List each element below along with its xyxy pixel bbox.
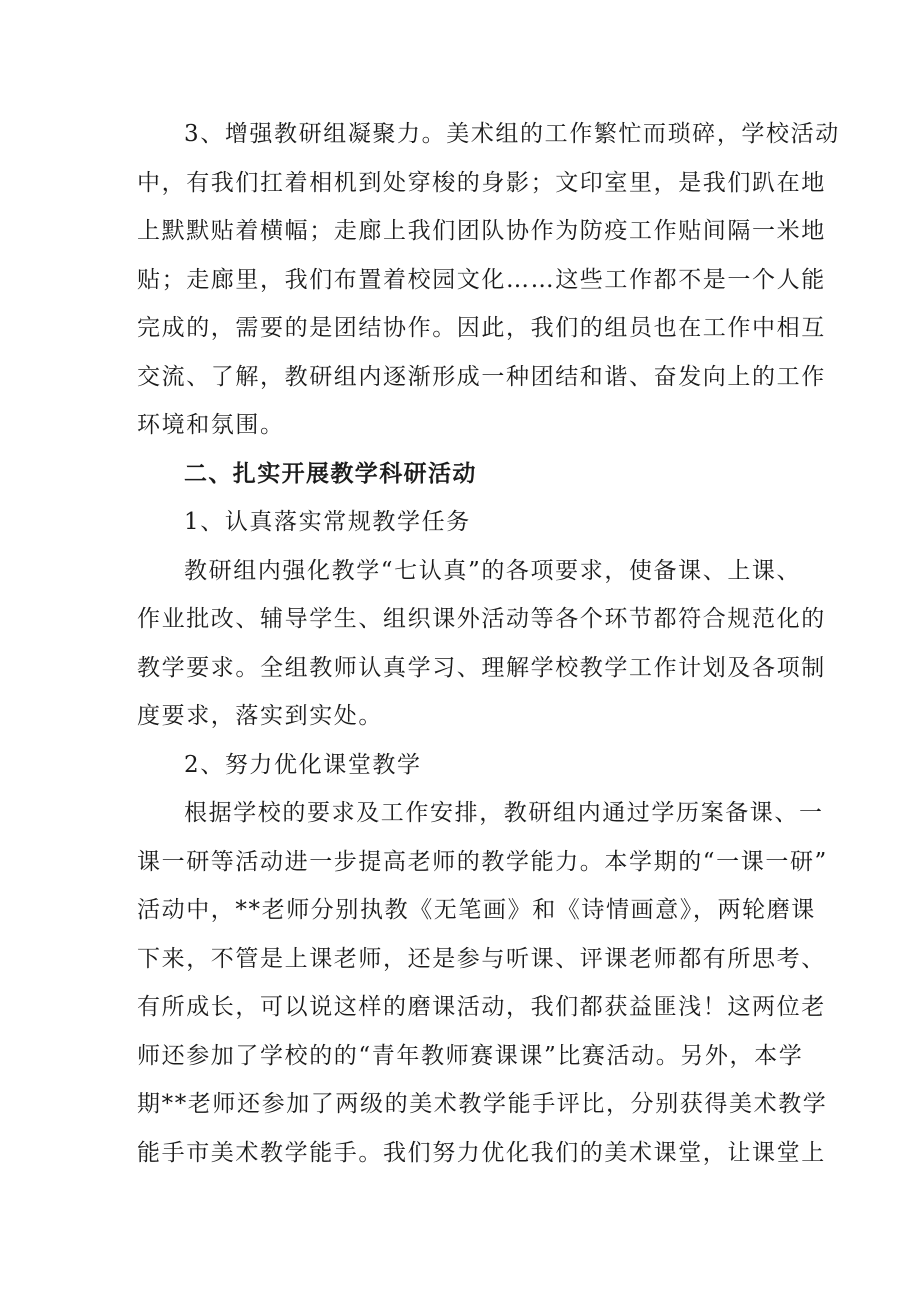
paragraph-3-line-1: 3、增强教研组凝聚力。美术组的工作繁忙而琐碎，学校活动: [184, 121, 840, 147]
paragraph-3-line-3: 上默默贴着横幅；走廊上我们团队协作为防疫工作贴间隔一米地: [137, 218, 826, 244]
paragraph-3-line-2: 中，有我们扛着相机到处穿梭的身影；文印室里，是我们趴在地: [137, 169, 826, 196]
paragraph-class-line-3: 活动中，**老师分别执教《无笔画》和《诗情画意》，两轮磨课: [137, 897, 816, 923]
document-body: [137, 110, 840, 1177]
paragraph-class-line-2: 课一研等活动进一步提高老师的教学能力。本学期的“一课一研”: [137, 848, 828, 875]
paragraph-routine-line-2: 作业批改、辅导学生、组织课外活动等各个环节都符合规范化的: [137, 606, 826, 632]
paragraph-class-line-4: 下来，不管是上课老师，还是参与听课、评课老师都有所思考、: [137, 945, 826, 972]
paragraph-routine-line-4: 度要求，落实到实处。: [137, 703, 383, 729]
subheading-2: 2、努力优化课堂教学: [184, 751, 422, 778]
paragraph-3-line-6: 交流、了解，教研组内逐渐形成一种团结和谐、奋发向上的工作: [137, 363, 826, 390]
paragraph-class-line-8: 能手市美术教学能手。我们努力优化我们的美术课堂，让课堂上: [137, 1139, 826, 1166]
paragraph-3-line-4: 贴；走廊里，我们布置着校园文化……这些工作都不是一个人能: [137, 266, 826, 293]
paragraph-3-line-5: 完成的，需要的是团结协作。因此，我们的组员也在工作中相互: [137, 315, 826, 341]
paragraph-routine-line-3: 教学要求。全组教师认真学习、理解学校教学工作计划及各项制: [137, 654, 826, 681]
subheading-1: 1、认真落实常规教学任务: [184, 509, 471, 535]
paragraph-class-line-5: 有所成长，可以说这样的磨课活动，我们都获益匪浅！这两位老: [137, 994, 826, 1020]
paragraph-routine-line-1: 教研组内强化教学“七认真”的各项要求，使备课、上课、: [184, 557, 802, 584]
paragraph-3-line-7: 环境和氛围。: [137, 412, 285, 438]
paragraph-class-line-7: 期**老师还参加了两级的美术教学能手评比，分别获得美术教学: [137, 1091, 828, 1117]
section-heading: 二、扎实开展教学科研活动: [184, 460, 477, 487]
paragraph-class-line-1: 根据学校的要求及工作安排，教研组内通过学历案备课、一: [184, 800, 824, 826]
paragraph-class-line-6: 师还参加了学校的的“青年教师赛课课”比赛活动。另外，本学: [137, 1042, 804, 1069]
